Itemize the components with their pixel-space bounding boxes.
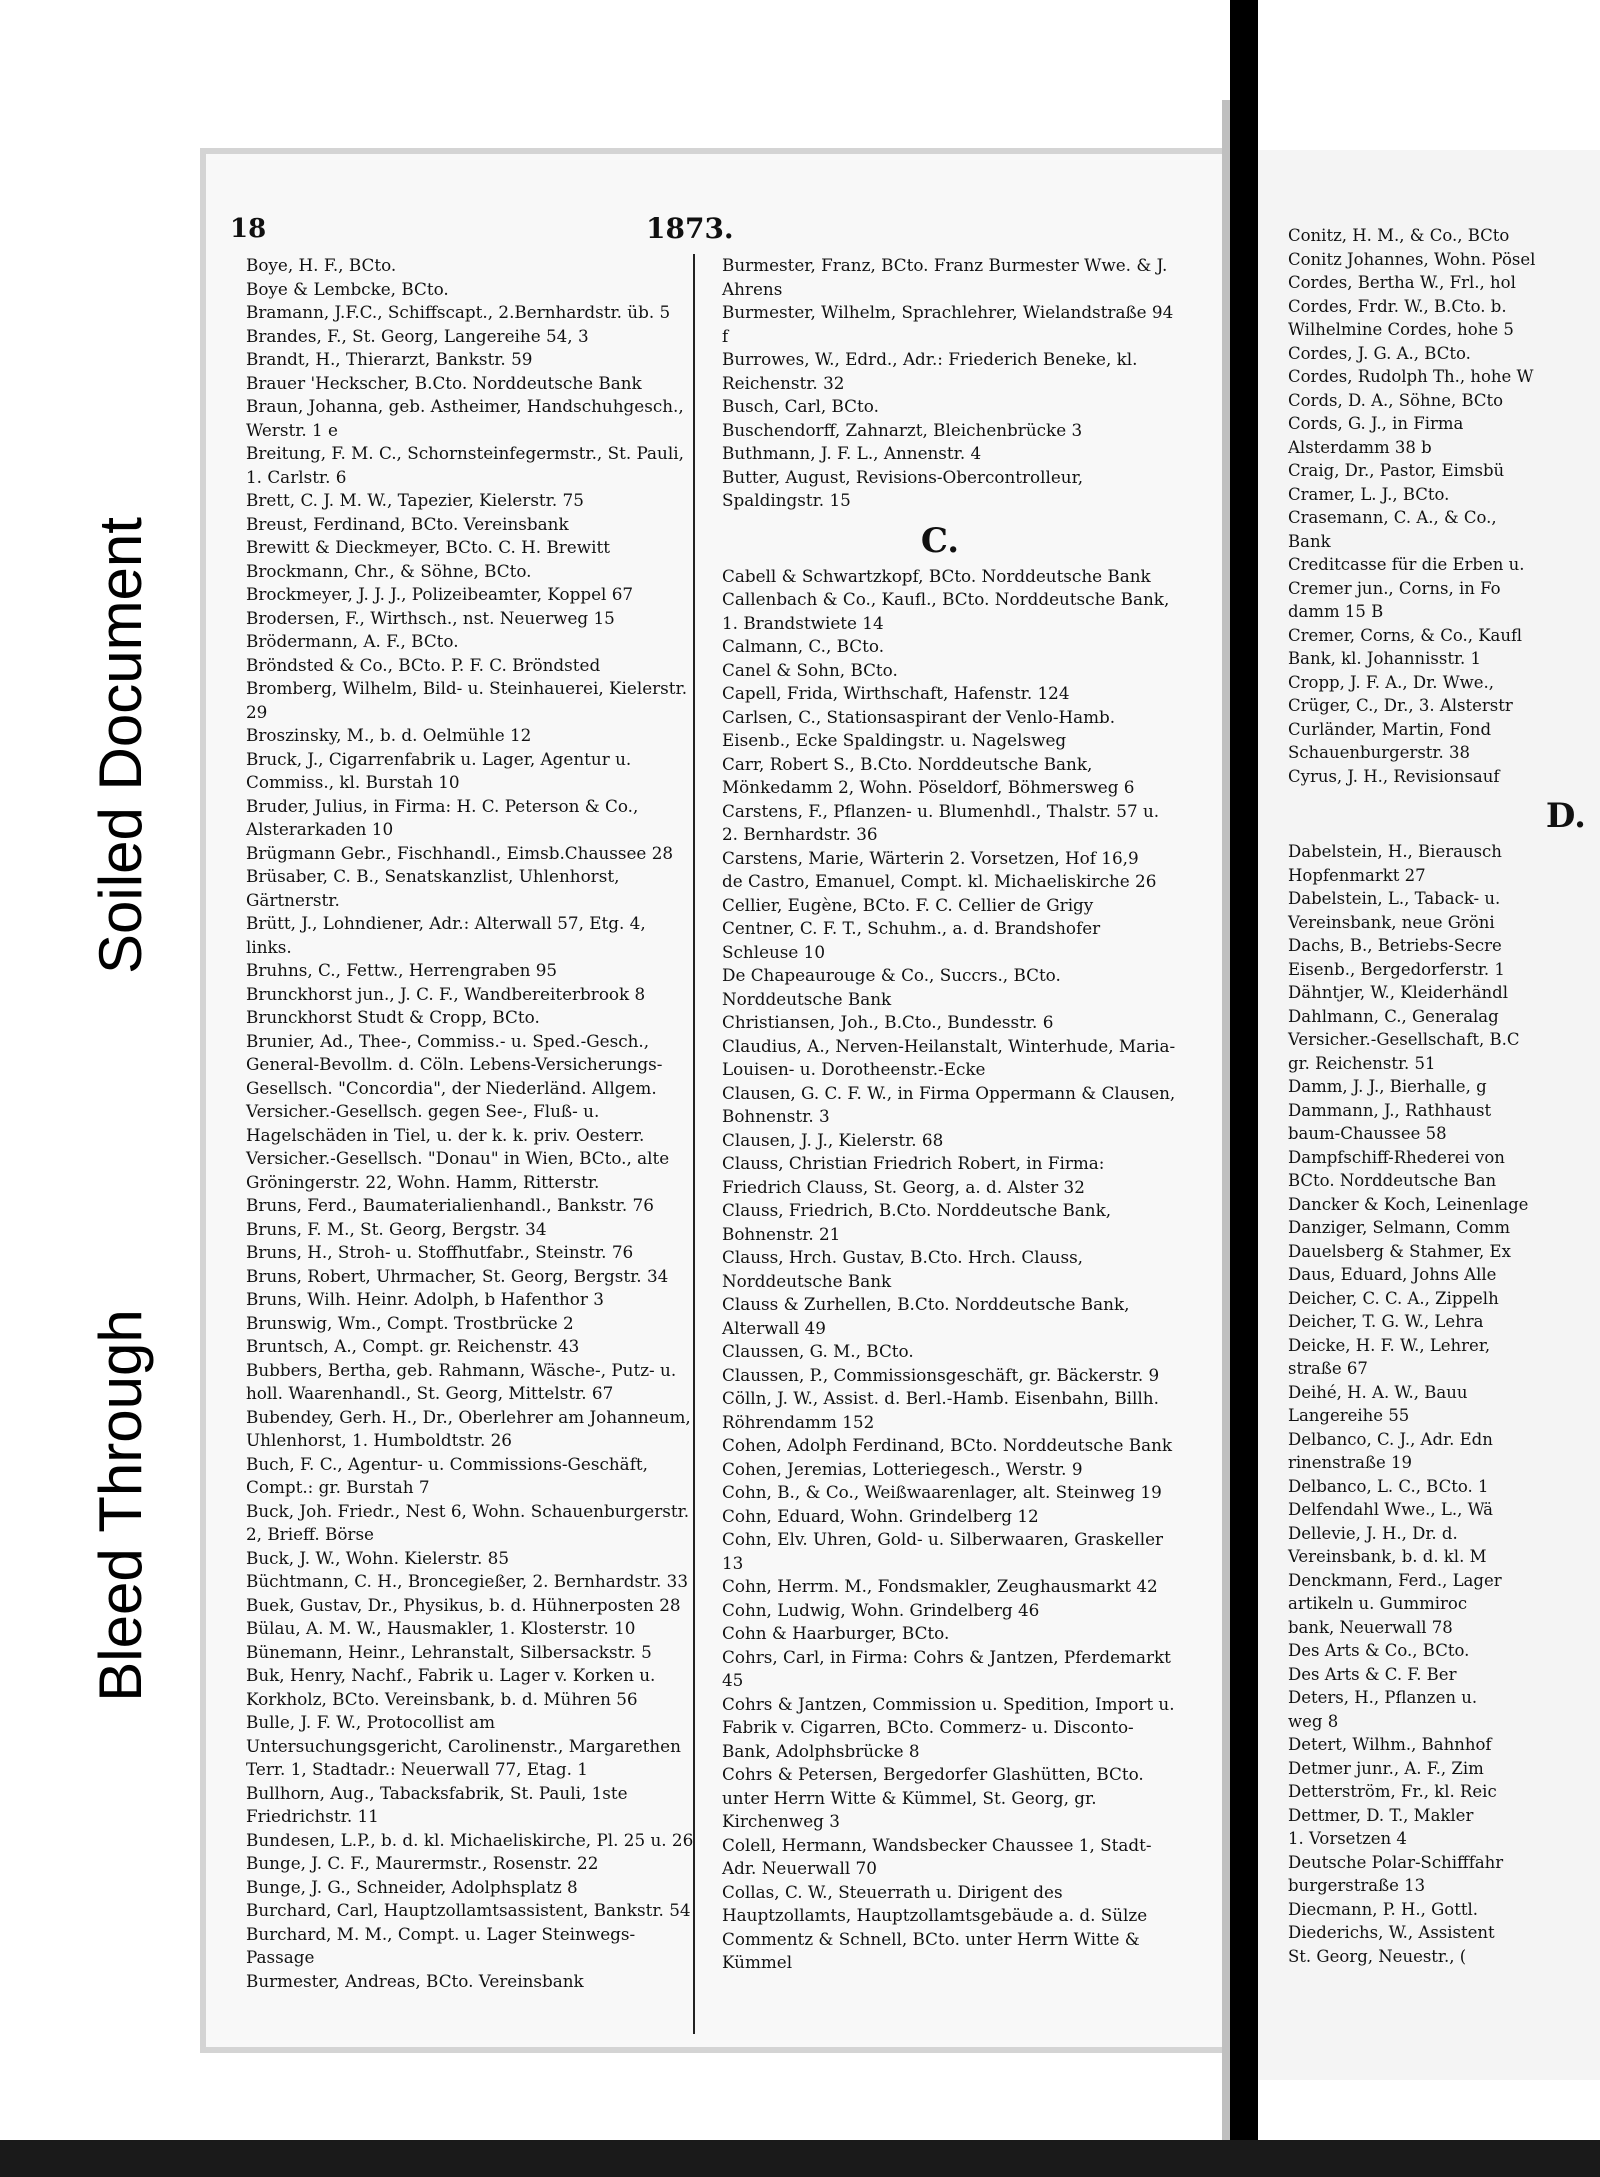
- directory-entry: Centner, C. F. T., Schuhm., a. d. Brandshofer Schleuse 10: [722, 918, 1101, 962]
- directory-entry: Claussen, G. M., BCto.: [722, 1341, 914, 1361]
- b-continued-entries: [700, 254, 1180, 513]
- directory-entry: Callenbach & Co., Kaufl., BCto. Norddeutsche Bank, 1. Brandstwiete 14: [722, 589, 1170, 633]
- directory-entry: Brett, C. J. M. W., Tapezier, Kielerstr. 75: [246, 490, 584, 510]
- directory-entry: Vereinsbank, neue Gröni: [1288, 912, 1495, 932]
- directory-entry: Breitung, F. M. C., Schornsteinfegermstr., St. Pauli, 1. Carlstr. 6: [246, 443, 684, 487]
- directory-entry: Bröndsted & Co., BCto. P. F. C. Bröndsted: [246, 654, 601, 675]
- directory-entry: Carr, Robert S., B.Cto. Norddeutsche Bank, Mönkedamm 2, Wohn. Pöseldorf, Böhmersweg 6: [722, 753, 1135, 797]
- directory-entry: Langereihe 55: [1288, 1406, 1410, 1425]
- directory-entry: Bubbers, Bertha, geb. Rahmann, Wäsche-, Putz- u. holl. Waarenhandl., St. Georg, Mittelstr. 67: [246, 1359, 677, 1403]
- directory-entry: Schauenburgerstr. 38: [1288, 743, 1470, 762]
- directory-entry: Cordes, Frdr. W., B.Cto. b.: [1288, 296, 1507, 316]
- directory-entry: Buck, J. W., Wohn. Kielerstr. 85: [246, 1547, 509, 1568]
- directory-entry: Diederichs, W., Assistent: [1288, 1923, 1495, 1942]
- directory-entry: Deters, H., Pflanzen u.: [1288, 1688, 1478, 1707]
- directory-entry: Bülau, A. M. W., Hausmakler, 1. Klosterstr. 10: [246, 1618, 636, 1638]
- directory-entry: Detert, Wilhm., Bahnhof: [1288, 1735, 1492, 1754]
- directory-entry: Dähntjer, W., Kleiderhändl: [1288, 983, 1508, 1002]
- directory-entry: Bubendey, Gerh. H., Dr., Oberlehrer am Johanneum, Uhlenhorst, 1. Humboldtstr. 26: [246, 1406, 691, 1450]
- directory-entry: Cölln, J. W., Assist. d. Berl.-Hamb. Eisenbahn, Billh. Röhrendamm 152: [722, 1388, 1159, 1432]
- directory-entry: Cordes, Rudolph Th., hohe W: [1288, 367, 1534, 386]
- directory-entry: Clausen, J. J., Kielerstr. 68: [722, 1129, 944, 1150]
- directory-entry: straße 67: [1288, 1359, 1368, 1378]
- directory-entry: Calmann, C., BCto.: [722, 636, 885, 656]
- directory-entry: Collas, C. W., Steuerrath u. Dirigent des Hauptzollamts, Hauptzollamtsgebäude a. d. Sülze: [722, 1881, 1148, 1925]
- directory-entry: Brodersen, F., Wirthsch., nst. Neuerweg 15: [246, 607, 615, 628]
- directory-entry: Brunswig, Wm., Compt. Trostbrücke 2: [246, 1312, 574, 1333]
- directory-entry: Dauelsberg & Stahmer, Ex: [1288, 1241, 1511, 1261]
- directory-entry: gr. Reichenstr. 51: [1288, 1053, 1436, 1073]
- directory-page: [206, 154, 1239, 2047]
- directory-entry: Vereinsbank, b. d. kl. M: [1288, 1547, 1487, 1566]
- directory-entry: Commentz & Schnell, BCto. unter Herrn Witte & Kümmel: [722, 1928, 1140, 1972]
- directory-entry: Deicher, T. G. W., Lehra: [1288, 1312, 1484, 1331]
- directory-entry: Brauer 'Heckscher, B.Cto. Norddeutsche Bank: [246, 372, 642, 393]
- directory-entry: De Chapeaurouge & Co., Succrs., BCto. Norddeutsche Bank: [722, 965, 1061, 1009]
- page-number: 18: [230, 214, 267, 244]
- directory-entry: Cords, G. J., in Firma: [1288, 414, 1464, 433]
- directory-entry: Bruns, H., Stroh- u. Stoffhutfabr., Steinstr. 76: [246, 1242, 634, 1262]
- directory-entry: Bruns, F. M., St. Georg, Bergstr. 34: [246, 1218, 547, 1239]
- directory-entry: Daus, Eduard, Johns Alle: [1288, 1265, 1497, 1284]
- directory-entry: Brödermann, A. F., BCto.: [246, 631, 459, 651]
- directory-entry: Butter, August, Revisions-Obercontrolleur, Spaldingstr. 15: [722, 466, 1084, 510]
- directory-entry: Cohn, B., & Co., Weißwaarenlager, alt. Steinweg 19: [722, 1482, 1162, 1502]
- directory-entry: Danziger, Selmann, Comm: [1288, 1218, 1510, 1237]
- directory-entry: Boye, H. F., BCto.: [246, 255, 397, 275]
- book-gutter: [1230, 0, 1258, 2177]
- directory-entry: Cohrs & Petersen, Bergedorfer Glashütten, BCto. unter Herrn Witte & Kümmel, St. Georg, gr. Kirchenweg 3: [722, 1764, 1144, 1831]
- directory-entry: Cremer jun., Corns, in Fo: [1288, 578, 1501, 598]
- middle-column: [700, 254, 1180, 1975]
- directory-entry: Bank, kl. Johannisstr. 1: [1288, 649, 1482, 668]
- directory-entry: Crüger, C., Dr., 3. Alsterstr: [1288, 696, 1513, 715]
- directory-entry: Damm, J. J., Bierhalle, g: [1288, 1077, 1487, 1096]
- directory-entry: Hopfenmarkt 27: [1288, 865, 1426, 885]
- directory-entry: Clauss, Christian Friedrich Robert, in Firma: Friedrich Clauss, St. Georg, a. d. Alster 32: [722, 1153, 1105, 1197]
- directory-entry: Burrowes, W., Edrd., Adr.: Friederich Beneke, kl. Reichenstr. 32: [722, 349, 1138, 393]
- directory-entry: de Castro, Emanuel, Compt. kl. Michaeliskirche 26: [722, 871, 1157, 891]
- directory-entry: Buthmann, J. F. L., Annenstr. 4: [722, 443, 982, 463]
- directory-entry: Bundesen, L.P., b. d. kl. Michaeliskirche, Pl. 25 u. 26: [246, 1829, 694, 1850]
- facing-page-column: [1266, 224, 1600, 1968]
- directory-entry: Clausen, G. C. F. W., in Firma Oppermann & Clausen, Bohnenstr. 3: [722, 1082, 1176, 1126]
- directory-entry: Denckmann, Ferd., Lager: [1288, 1570, 1502, 1590]
- directory-entry: Dampfschiff-Rhederei von: [1288, 1147, 1505, 1167]
- directory-entry: burgerstraße 13: [1288, 1876, 1426, 1895]
- directory-entry: Cohn, Eduard, Wohn. Grindelberg 12: [722, 1505, 1039, 1526]
- directory-entry: Bruder, Julius, in Firma: H. C. Peterson & Co., Alsterarkaden 10: [246, 795, 639, 839]
- directory-entry: Bruck, J., Cigarrenfabrik u. Lager, Agentur u. Commiss., kl. Burstah 10: [246, 748, 632, 792]
- directory-entry: Delfendahl Wwe., L., Wä: [1288, 1500, 1493, 1519]
- directory-entry: Burmester, Franz, BCto. Franz Burmester Wwe. & J. Ahrens: [722, 255, 1168, 299]
- directory-entry: Craig, Dr., Pastor, Eimsbü: [1288, 461, 1505, 480]
- directory-entry: Alsterdamm 38 b: [1288, 437, 1432, 457]
- directory-entry: Boye & Lembcke, BCto.: [246, 278, 449, 299]
- directory-entry: Bunge, J. G., Schneider, Adolphsplatz 8: [246, 1876, 578, 1897]
- directory-entry: Dabelstein, L., Taback- u.: [1288, 889, 1501, 908]
- directory-entry: Burchard, Carl, Hauptzollamtsassistent, Bankstr. 54: [246, 1900, 691, 1920]
- soiled-document-label: [85, 440, 155, 1050]
- left-column: [224, 254, 696, 1993]
- directory-entry: Versicher.-Gesellschaft, B.C: [1288, 1030, 1520, 1049]
- directory-entry: Bromberg, Wilhelm, Bild- u. Steinhauerei, Kielerstr. 29: [246, 678, 688, 722]
- directory-entry: Des Arts & C. F. Ber: [1288, 1664, 1457, 1684]
- directory-entry: Delbanco, L. C., BCto. 1: [1288, 1476, 1489, 1496]
- directory-entry: Bunge, J. C. F., Maurermstr., Rosenstr. 22: [246, 1853, 599, 1873]
- directory-entry: Buek, Gustav, Dr., Physikus, b. d. Hühnerposten 28: [246, 1594, 681, 1615]
- directory-entry: damm 15 B: [1288, 602, 1384, 621]
- directory-entry: Cohrs, Carl, in Firma: Cohrs & Jantzen, Pferdemarkt 45: [722, 1646, 1171, 1690]
- directory-entry: Busch, Carl, BCto.: [722, 396, 879, 416]
- directory-entry: Detterström, Fr., kl. Reic: [1288, 1782, 1497, 1801]
- directory-entry: Bruhns, C., Fettw., Herrengraben 95: [246, 960, 558, 980]
- bleed-through-label: [85, 1190, 155, 1820]
- directory-entry: Eisenb., Bergedorferstr. 1: [1288, 959, 1505, 979]
- directory-entry: Carstens, Marie, Wärterin 2. Vorsetzen, Hof 16,9: [722, 847, 1139, 868]
- directory-entry: Cordes, J. G. A., BCto.: [1288, 343, 1471, 363]
- directory-entry: Buk, Henry, Nachf., Fabrik u. Lager v. Korken u. Korkholz, BCto. Vereinsbank, b. d. Mühren 56: [246, 1665, 656, 1709]
- directory-entry: Brewitt & Dieckmeyer, BCto. C. H. Brewitt: [246, 537, 610, 557]
- directory-entry: Dammann, J., Rathhaust: [1288, 1100, 1492, 1120]
- page-year: 1873.: [646, 212, 734, 245]
- directory-entry: Cordes, Bertha W., Frl., hol: [1288, 273, 1516, 292]
- d-entries: [1266, 840, 1600, 1968]
- directory-entry: Wilhelmine Cordes, hohe 5: [1288, 320, 1514, 339]
- directory-entry: Conitz, H. M., & Co., BCto: [1288, 226, 1510, 245]
- directory-entry: Büchtmann, C. H., Broncegießer, 2. Bernhardstr. 33: [246, 1571, 689, 1591]
- directory-entry: Buck, Joh. Friedr., Nest 6, Wohn. Schauenburgerstr. 2, Brieff. Börse: [246, 1500, 690, 1544]
- directory-entry: Christiansen, Joh., B.Cto., Bundesstr. 6: [722, 1012, 1054, 1032]
- directory-entry: Bruntsch, A., Compt. gr. Reichenstr. 43: [246, 1336, 580, 1356]
- facing-page: [1258, 150, 1600, 2080]
- directory-entry: Cellier, Eugène, BCto. F. C. Cellier de Grigy: [722, 894, 1094, 915]
- directory-entry: Buch, F. C., Agentur- u. Commissions-Geschäft, Compt.: gr. Burstah 7: [246, 1453, 648, 1497]
- directory-entry: Carstens, F., Pflanzen- u. Blumenhdl., Thalstr. 57 u. 2. Bernhardstr. 36: [722, 800, 1160, 844]
- directory-entry: St. Georg, Neuestr., (: [1288, 1946, 1467, 1966]
- directory-entry: Dachs, B., Betriebs-Secre: [1288, 936, 1502, 955]
- directory-entry: Deutsche Polar-Schifffahr: [1288, 1852, 1504, 1872]
- directory-entry: Cohn, Herrm. M., Fondsmakler, Zeughausmarkt 42: [722, 1576, 1158, 1596]
- directory-entry: Brandes, F., St. Georg, Langereihe 54, 3: [246, 325, 589, 346]
- directory-entry: Bruns, Ferd., Baumaterialienhandl., Bankstr. 76: [246, 1195, 654, 1215]
- directory-entry: Brockmann, Chr., & Söhne, BCto.: [246, 560, 532, 581]
- directory-entry: Clauss & Zurhellen, B.Cto. Norddeutsche Bank, Alterwall 49: [722, 1294, 1130, 1338]
- directory-entry: Claussen, P., Commissionsgeschäft, gr. Bäckerstr. 9: [722, 1364, 1160, 1385]
- scan-bottom-edge: [0, 2140, 1600, 2177]
- section-heading-d: D.: [1545, 796, 1586, 836]
- directory-entry: Dabelstein, H., Bierausch: [1288, 842, 1502, 861]
- directory-entry: Cohn, Ludwig, Wohn. Grindelberg 46: [722, 1599, 1040, 1620]
- directory-entry: Breust, Ferdinand, BCto. Vereinsbank: [246, 513, 569, 534]
- directory-entry: Cyrus, J. H., Revisionsauf: [1288, 766, 1500, 786]
- directory-entry: Dancker & Koch, Leinenlage: [1288, 1194, 1529, 1214]
- directory-entry: Carlsen, C., Stationsaspirant der Venlo-Hamb. Eisenb., Ecke Spaldingstr. u. Nagelsweg: [722, 706, 1116, 750]
- directory-entry: Brunier, Ad., Thee-, Commiss.- u. Sped.-Gesch., General-Bevollm. d. Cöln. Lebens-Versicherungs-Gesellsch. "Concordia", der Niederländ. Allgem. Versicher.-Gesellsch. gegen See-, Fluß- u. Hagelschäden in Tiel, u. der k. k. priv. Oesterr. Versicher.-Gesellsch. "Donau" in Wien, BCto., alte Gröningerstr. 22, Wohn. Hamm, Ritterstr.: [246, 1030, 670, 1192]
- directory-entry: Conitz Johannes, Wohn. Pösel: [1288, 249, 1536, 269]
- soiled-document-label-text: Soiled Document: [86, 516, 154, 974]
- directory-entry: weg 8: [1288, 1711, 1339, 1731]
- directory-entry: Bramann, J.F.C., Schiffscapt., 2.Bernhardstr. üb. 5: [246, 302, 671, 322]
- directory-entry: Cohrs & Jantzen, Commission u. Spedition, Import u. Fabrik v. Cigarren, BCto. Commerz- u. Disconto-Bank, Adolphsbrücke 8: [722, 1693, 1175, 1761]
- directory-entry: Brunckhorst jun., J. C. F., Wandbereiterbrook 8: [246, 983, 646, 1004]
- directory-entry: Brunckhorst Studt & Cropp, BCto.: [246, 1007, 540, 1027]
- directory-entry: Canel & Sohn, BCto.: [722, 659, 898, 680]
- directory-entry: Deihé, H. A. W., Bauu: [1288, 1382, 1468, 1402]
- directory-entry: Brandt, H., Thierarzt, Bankstr. 59: [246, 349, 533, 369]
- directory-entry: Curländer, Martin, Fond: [1288, 719, 1492, 739]
- c-entries: [700, 565, 1180, 1975]
- directory-entry: Deicher, C. C. A., Zippelh: [1288, 1288, 1499, 1308]
- directory-entry: Burmester, Andreas, BCto. Vereinsbank: [246, 1970, 584, 1991]
- directory-entry: Claudius, A., Nerven-Heilanstalt, Winterhude, Maria-Louisen- u. Dorotheenstr.-Ecke: [722, 1035, 1176, 1079]
- directory-entry: Burmester, Wilhelm, Sprachlehrer, Wielandstraße 94 f: [722, 302, 1174, 346]
- directory-entry: Clauss, Friedrich, B.Cto. Norddeutsche Bank, Bohnenstr. 21: [722, 1200, 1112, 1244]
- directory-entry: Cramer, L. J., BCto.: [1288, 484, 1450, 504]
- gutter-shadow: [1222, 100, 1230, 2150]
- directory-entry: Cohn & Haarburger, BCto.: [722, 1623, 950, 1643]
- directory-entry: Capell, Frida, Wirthschaft, Hafenstr. 124: [722, 683, 1070, 703]
- directory-entry: Crasemann, C. A., & Co.,: [1288, 508, 1497, 527]
- directory-entry: bank, Neuerwall 78: [1288, 1617, 1453, 1637]
- directory-entry: artikeln u. Gummiroc: [1288, 1594, 1468, 1613]
- directory-entry: Bünemann, Heinr., Lehranstalt, Silbersackstr. 5: [246, 1641, 652, 1662]
- directory-entry: Bank: [1288, 531, 1331, 551]
- directory-entry: Bulle, J. F. W., Protocollist am Untersuchungsgericht, Carolinenstr., Margarethen Terr. 1, Stadtadr.: Neuerwall 77, Etag. 1: [246, 1712, 681, 1779]
- directory-entry: Buschendorff, Zahnarzt, Bleichenbrücke 3: [722, 419, 1083, 440]
- directory-entry: Cords, D. A., Söhne, BCto: [1288, 390, 1504, 410]
- directory-entry: Brügmann Gebr., Fischhandl., Eimsb.Chaussee 28: [246, 842, 674, 863]
- directory-entry: Colell, Hermann, Wandsbecker Chaussee 1, Stadt-Adr. Neuerwall 70: [722, 1834, 1152, 1878]
- directory-entry: Cohen, Adolph Ferdinand, BCto. Norddeutsche Bank: [722, 1435, 1173, 1455]
- directory-entry: Clauss, Hrch. Gustav, B.Cto. Hrch. Clauss, Norddeutsche Bank: [722, 1247, 1084, 1291]
- directory-entry: Burchard, M. M., Compt. u. Lager Steinwegs-Passage: [246, 1923, 636, 1967]
- directory-entry: Deicke, H. F. W., Lehrer,: [1288, 1335, 1491, 1355]
- directory-entry: Creditcasse für die Erben u.: [1288, 555, 1525, 574]
- directory-entry: Bruns, Robert, Uhrmacher, St. Georg, Bergstr. 34: [246, 1265, 669, 1286]
- directory-entry: Brockmeyer, J. J. J., Polizeibeamter, Koppel 67: [246, 584, 634, 604]
- section-heading-c: C.: [920, 520, 960, 561]
- directory-entry: Detmer junr., A. F., Zim: [1288, 1758, 1484, 1778]
- directory-entry: Cabell & Schwartzkopf, BCto. Norddeutsche Bank: [722, 565, 1151, 586]
- directory-entry: Dellevie, J. H., Dr. d.: [1288, 1523, 1458, 1543]
- directory-entry: Dahlmann, C., Generalag: [1288, 1006, 1499, 1026]
- directory-entry: Bullhorn, Aug., Tabacksfabrik, St. Pauli, 1ste Friedrichstr. 11: [246, 1782, 628, 1826]
- directory-entry: baum-Chaussee 58: [1288, 1124, 1447, 1143]
- directory-entry: rinenstraße 19: [1288, 1453, 1413, 1472]
- bleed-through-label-text: Bleed Through: [86, 1308, 154, 1702]
- directory-entry: Cohen, Jeremias, Lotteriegesch., Werstr. 9: [722, 1458, 1083, 1479]
- directory-entry: Delbanco, C. J., Adr. Edn: [1288, 1429, 1493, 1449]
- directory-entry: 1. Vorsetzen 4: [1288, 1829, 1407, 1848]
- directory-entry: Broszinsky, M., b. d. Oelmühle 12: [246, 725, 532, 745]
- directory-entry: BCto. Norddeutsche Ban: [1288, 1171, 1497, 1190]
- directory-entry: Des Arts & Co., BCto.: [1288, 1641, 1470, 1660]
- directory-entry: Cropp, J. F. A., Dr. Wwe.,: [1288, 672, 1495, 692]
- directory-entry: Dettmer, D. T., Makler: [1288, 1805, 1474, 1825]
- directory-entry: Bruns, Wilh. Heinr. Adolph, b Hafenthor 3: [246, 1289, 604, 1309]
- directory-entry: Brütt, J., Lohndiener, Adr.: Alterwall 57, Etg. 4, links.: [246, 913, 646, 957]
- directory-entry: Cremer, Corns, & Co., Kaufl: [1288, 625, 1523, 645]
- directory-entry: Cohn, Elv. Uhren, Gold- u. Silberwaaren, Graskeller 13: [722, 1529, 1164, 1573]
- column-divider: [693, 254, 695, 2034]
- directory-entry: Diecmann, P. H., Gottl.: [1288, 1899, 1479, 1919]
- directory-entry: Braun, Johanna, geb. Astheimer, Handschuhgesch., Werstr. 1 e: [246, 396, 684, 440]
- directory-entry: Brüsaber, C. B., Senatskanzlist, Uhlenhorst, Gärtnerstr.: [246, 866, 620, 910]
- c-entries-facing: [1266, 224, 1600, 788]
